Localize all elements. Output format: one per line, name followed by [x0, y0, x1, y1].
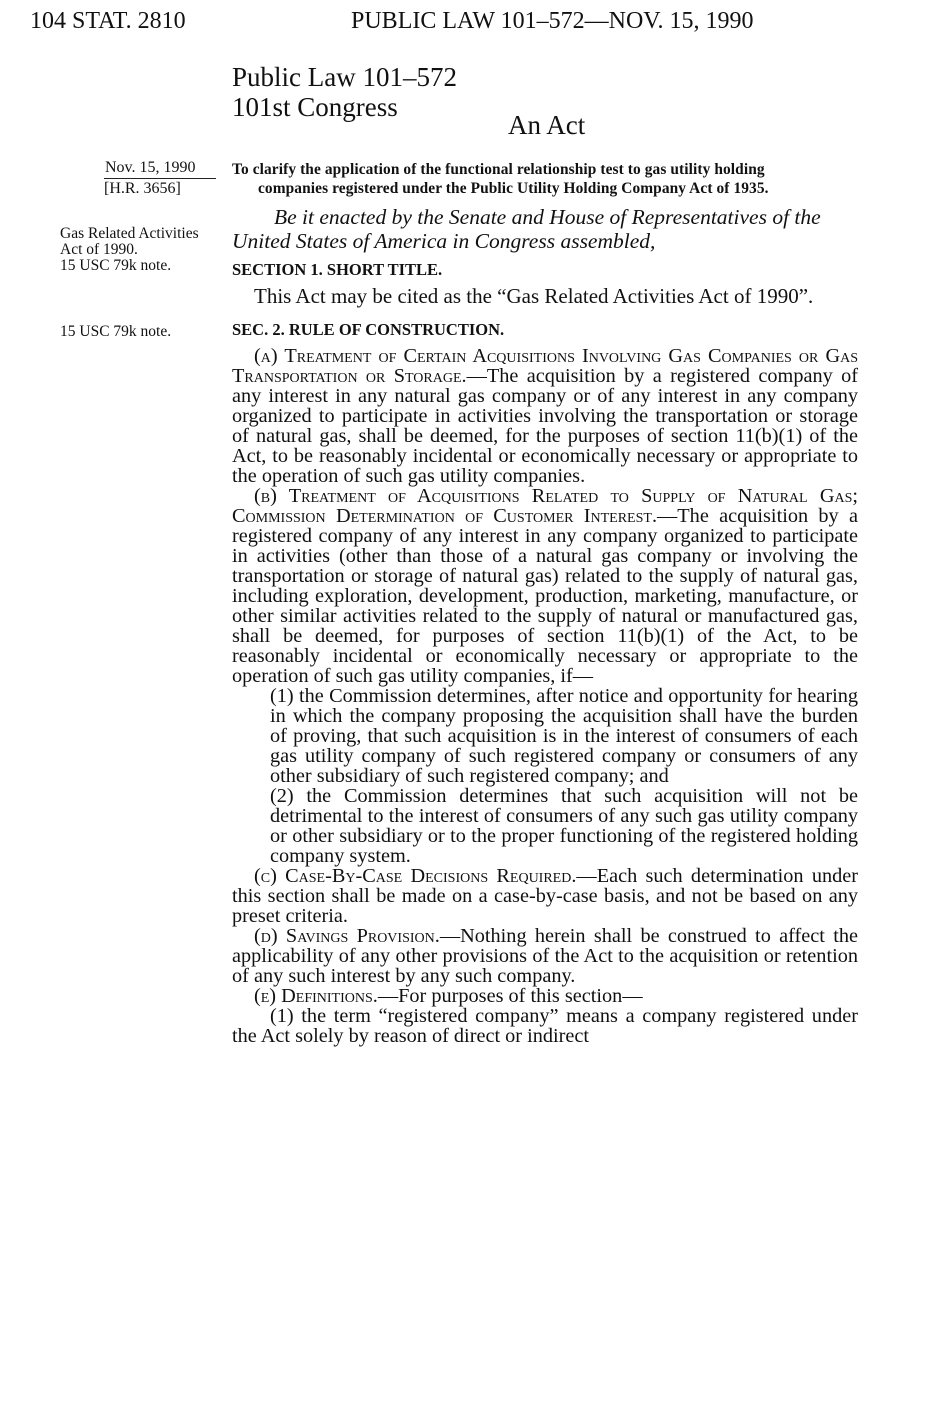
subsection-b-heading: (b) Treatment of Acquisitions Related to Supply of Natural Gas; Commission Determination of Customer Interest. — [232, 485, 858, 527]
subsection-c-heading: (c) Case-By-Case Decisions Required. — [254, 865, 577, 887]
paragraph-e1-text: (1) the term “registered company” means a company registered under the Act solely by reason of direct or indirect — [232, 1005, 858, 1047]
an-act-heading: An Act — [508, 110, 586, 140]
purpose-clause — [232, 160, 860, 198]
purpose-line-2: companies registered under the Public Utility Holding Company Act of 1935. — [258, 180, 769, 197]
subsection-e-text: —For purposes of this section— — [377, 985, 643, 1007]
paragraph-b2-text: (2) the Commission determines that such acquisition will not be detrimental to the interest of consumers of any such gas utility company or other subsidiary or to the proper functioning of the registered holding company system. — [270, 785, 858, 867]
subsection-d — [232, 926, 858, 986]
running-header: PUBLIC LAW 101–572—NOV. 15, 1990 — [351, 8, 754, 34]
subsection-a-heading: (a) Treatment of Certain Acquisitions Involving Gas Companies or Gas Transportation or Storage. — [232, 345, 858, 387]
subsection-c-text: —Each such determination under this section shall be made on a case-by-case basis, and not be based on any preset criteria. — [232, 865, 859, 927]
subsection-c — [232, 866, 858, 926]
margin-bill-number: [H.R. 3656] — [104, 180, 181, 197]
subsection-a-text: —The acquisition by a registered company of any interest in any natural gas company or of any interest in any company organized to participate in activities involving the transportation or storage of natural gas, shall be deemed, for the purposes of section 11(b)(1) of the Act, to be reasonably incidental or economically necessary or appropriate to the operation of such gas utility companies. — [232, 365, 858, 487]
enacting-clause — [232, 205, 862, 253]
page-stat-number: 104 STAT. 2810 — [30, 8, 186, 34]
paragraph-e1 — [232, 1006, 858, 1046]
public-law-title: Public Law 101–572 — [232, 62, 457, 92]
margin-date: Nov. 15, 1990 — [105, 159, 196, 176]
margin-short-title: Gas Related Activities Act of 1990. — [60, 225, 199, 258]
paragraph-b1-text: (1) the Commission determines, after notice and opportunity for hearing in which the company proposing the acquisition shall have the burden of proving, that such acquisition is in the interest of consumers of each gas utility company of such registered company or consumers of any other subsidiary of such registered company; and — [270, 685, 858, 787]
purpose-line-1: To clarify the application of the functional relationship test to gas utility holding — [232, 161, 765, 178]
enacting-clause-text: Be it enacted by the Senate and House of Representatives of the United States of America in Congress assembled, — [232, 205, 821, 253]
subsection-b — [232, 486, 858, 686]
margin-note-short-title — [60, 226, 220, 274]
section-2-heading: SEC. 2. RULE OF CONSTRUCTION. — [232, 320, 505, 339]
subsection-b-text: —The acquisition by a registered company of any interest in any company organized to participate in activities (other than those of a natural gas company or involving the transportation or storage of natural gas) related to the supply of natural gas, including exploration, development, production, marketing, manufacture, or other similar activities related to the supply of natural or manufactured gas, shall be deemed, for purposes of section 11(b)(1) of the Act, to be reasonably incidental or economically necessary or appropriate to the operation of such gas utility companies, if— — [232, 505, 858, 687]
section-2-body — [232, 346, 858, 1046]
subsection-e-heading: (e) Definitions. — [254, 985, 378, 1007]
subsection-a — [232, 346, 858, 486]
section-1-text: This Act may be cited as the “Gas Related Activities Act of 1990”. — [254, 284, 814, 308]
congress-title: 101st Congress — [232, 92, 398, 122]
section-1-heading: SECTION 1. SHORT TITLE. — [232, 260, 443, 279]
subsection-d-text: —Nothing herein shall be construed to affect the applicability of any other provisions of the Act to the acquisition or retention of any such interest by any such company. — [232, 925, 858, 987]
paragraph-b2 — [232, 786, 858, 866]
margin-usc-2: 15 USC 79k note. — [60, 323, 172, 340]
subsection-d-heading: (d) Savings Provision. — [254, 925, 440, 947]
margin-rule — [104, 178, 216, 179]
paragraph-b1 — [232, 686, 858, 786]
margin-usc-1: 15 USC 79k note. — [60, 257, 172, 274]
subsection-e — [232, 986, 858, 1006]
